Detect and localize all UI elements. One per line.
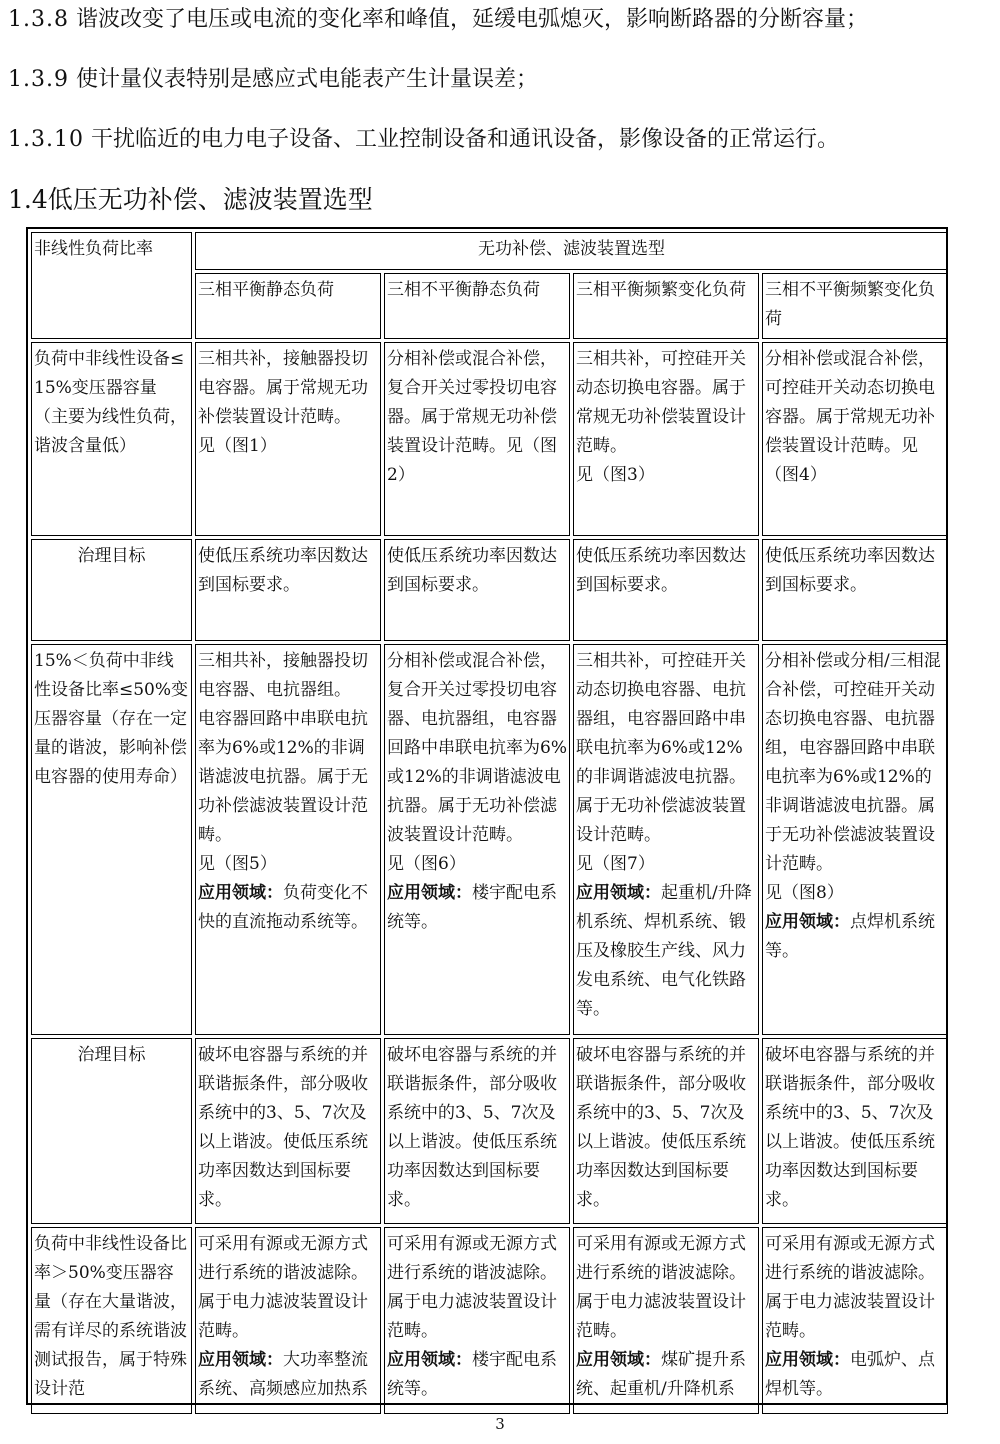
table-cell — [573, 342, 759, 536]
page-number: 3 — [495, 1415, 505, 1433]
cell-text: 破坏电容器与系统的并联谐振条件，部分吸收系统中的3、5、7次及以上谐波。使低压系统功率因数达到国标要求。 — [765, 1045, 935, 1210]
column-header: 三相平衡静态负荷 — [195, 273, 381, 339]
cell-text: 破坏电容器与系统的并联谐振条件，部分吸收系统中的3、5、7次及以上谐波。使低压系统功率因数达到国标要求。 — [576, 1045, 746, 1210]
row-header: 负荷中非线性设备≤15%变压器容量（主要为线性负荷，谐波含量低） — [31, 342, 192, 536]
table-cell — [762, 342, 948, 536]
row-header-title: 非线性负荷比率 — [31, 232, 192, 339]
application-label: 应用领域： — [387, 883, 472, 903]
item-number: 1.3.10 — [8, 127, 84, 152]
item-1-3-8 — [8, 2, 868, 33]
item-number: 1.3.9 — [8, 67, 69, 92]
application-label: 应用领域： — [765, 912, 850, 932]
table-cell — [195, 644, 381, 1035]
table-cell — [573, 1227, 759, 1414]
application-label: 应用领域： — [765, 1350, 850, 1370]
cell-text: 可采用有源或无源方式进行系统的谐波滤除。属于电力滤波装置设计范畴。 — [198, 1234, 368, 1341]
column-header: 三相平衡频繁变化负荷 — [573, 273, 759, 339]
application-text: 大功率整流系统、高频感应加热系 — [198, 1350, 368, 1399]
cell-text: 分相补偿或混合补偿，复合开关过零投切电容器、电抗器组，电容器回路中串联电抗率为6%或12%的非调谐滤波电抗器。属于无功补偿滤波装置设计范畴。 见（图6） — [387, 651, 567, 874]
item-1-3-9 — [8, 62, 538, 93]
table-cell — [195, 1038, 381, 1224]
application-label: 应用领域： — [387, 1350, 472, 1370]
table-cell — [384, 1227, 570, 1414]
table-cell — [573, 644, 759, 1035]
application-label: 应用领域： — [198, 883, 283, 903]
application-text: 起重机/升降机系统、焊机系统、锻压及橡胶生产线、风力发电系统、电气化铁路等。 — [576, 883, 752, 1019]
cell-text: 破坏电容器与系统的并联谐振条件，部分吸收系统中的3、5、7次及以上谐波。使低压系统功率因数达到国标要求。 — [387, 1045, 557, 1210]
table-cell — [195, 539, 381, 641]
cell-text: 三相共补，接触器投切电容器、电抗器组。 电容器回路中串联电抗率为6%或12%的非调谐滤波电抗器。属于无功补偿滤波装置设计范畴。 见（图5） — [198, 651, 368, 874]
column-header: 三相不平衡静态负荷 — [384, 273, 570, 339]
cell-text: 破坏电容器与系统的并联谐振条件，部分吸收系统中的3、5、7次及以上谐波。使低压系统功率因数达到国标要求。 — [198, 1045, 368, 1210]
application-text: 楼宇配电系统等。 — [387, 883, 557, 932]
cell-text: 分相补偿或混合补偿，复合开关过零投切电容器。属于常规无功补偿装置设计范畴。见（图2） — [387, 349, 557, 485]
item-text: 谐波改变了电压或电流的变化率和峰值，延缓电弧熄灭，影响断路器的分断容量； — [75, 7, 868, 32]
cell-text: 三相共补，可控硅开关动态切换电容器、电抗器组，电容器回路中串联电抗率为6%或12%的非调谐滤波电抗器。属于无功补偿滤波装置设计范畴。 见（图7） — [576, 651, 746, 874]
item-text: 使计量仪表特别是感应式电能表产生计量误差； — [75, 67, 538, 92]
item-1-3-10 — [8, 122, 839, 153]
table-cell — [762, 644, 948, 1035]
row-header: 治理目标 — [31, 539, 192, 641]
table-cell — [384, 1038, 570, 1224]
section-number: 1.4 — [8, 185, 48, 214]
table-cell — [573, 1038, 759, 1224]
table-row — [31, 342, 948, 536]
application-text: 楼宇配电系统等。 — [387, 1350, 557, 1399]
row-header: 治理目标 — [31, 1038, 192, 1224]
cell-text: 三相共补，可控硅开关动态切换电容器。属于常规无功补偿装置设计范畴。 见（图3） — [576, 349, 746, 485]
table-row — [31, 1227, 948, 1414]
table-cell — [384, 342, 570, 536]
table-row — [31, 1038, 948, 1224]
table-cell — [762, 1038, 948, 1224]
selection-table-frame — [26, 227, 948, 1405]
item-number: 1.3.8 — [8, 7, 69, 32]
cell-text: 三相共补，接触器投切电容器。属于常规无功补偿装置设计范畴。 见（图1） — [198, 349, 368, 456]
column-header: 三相不平衡频繁变化负荷 — [762, 273, 948, 339]
cell-text: 分相补偿或分相/三相混合补偿，可控硅开关动态切换电容器、电抗器组，电容器回路中串联电抗率为6%或12%的非调谐滤波电抗器。属于无功补偿滤波装置设计范畴。 见（图8） — [765, 651, 941, 903]
item-text: 干扰临近的电力电子设备、工业控制设备和通讯设备，影像设备的正常运行。 — [90, 127, 839, 152]
row-header: 15%＜负荷中非线性设备比率≤50%变压器容量（存在一定量的谐波，影响补偿电容器的使用寿命） — [31, 644, 192, 1035]
application-label: 应用领域： — [576, 1350, 661, 1370]
application-text: 负荷变化不快的直流拖动系统等。 — [198, 883, 368, 932]
section-heading — [8, 180, 373, 216]
table-cell — [384, 644, 570, 1035]
row-header: 负荷中非线性设备比率＞50%变压器容量（存在大量谐波，需有详尽的系统谐波测试报告，属于特殊设计范 — [31, 1227, 192, 1414]
application-text: 煤矿提升系统、起重机/升降机系 — [576, 1350, 746, 1399]
table-cell — [762, 1227, 948, 1414]
table-row — [31, 539, 948, 641]
cell-text: 使低压系统功率因数达到国标要求。 — [576, 546, 746, 595]
application-label: 应用领域： — [198, 1350, 283, 1370]
cell-text: 可采用有源或无源方式进行系统的谐波滤除。属于电力滤波装置设计范畴。 — [765, 1234, 935, 1341]
cell-text: 可采用有源或无源方式进行系统的谐波滤除。属于电力滤波装置设计范畴。 — [576, 1234, 746, 1341]
cell-text: 使低压系统功率因数达到国标要求。 — [765, 546, 935, 595]
cell-text: 可采用有源或无源方式进行系统的谐波滤除。属于电力滤波装置设计范畴。 — [387, 1234, 557, 1341]
table-cell — [762, 539, 948, 641]
application-label: 应用领域： — [576, 883, 661, 903]
cell-text: 使低压系统功率因数达到国标要求。 — [387, 546, 557, 595]
application-text: 电弧炉、点焊机等。 — [765, 1350, 935, 1399]
table-cell — [573, 539, 759, 641]
section-title: 低压无功补偿、滤波装置选型 — [47, 185, 373, 214]
table-cell — [195, 1227, 381, 1414]
application-text: 点焊机系统等。 — [765, 912, 935, 961]
table-cell — [195, 342, 381, 536]
selection-table — [28, 229, 951, 1417]
cell-text: 分相补偿或混合补偿，可控硅开关动态切换电容器。属于常规无功补偿装置设计范畴。见（图4） — [765, 349, 935, 485]
table-cell — [384, 539, 570, 641]
cell-text: 使低压系统功率因数达到国标要求。 — [198, 546, 368, 595]
group-header: 无功补偿、滤波装置选型 — [195, 232, 948, 270]
table-row — [31, 644, 948, 1035]
